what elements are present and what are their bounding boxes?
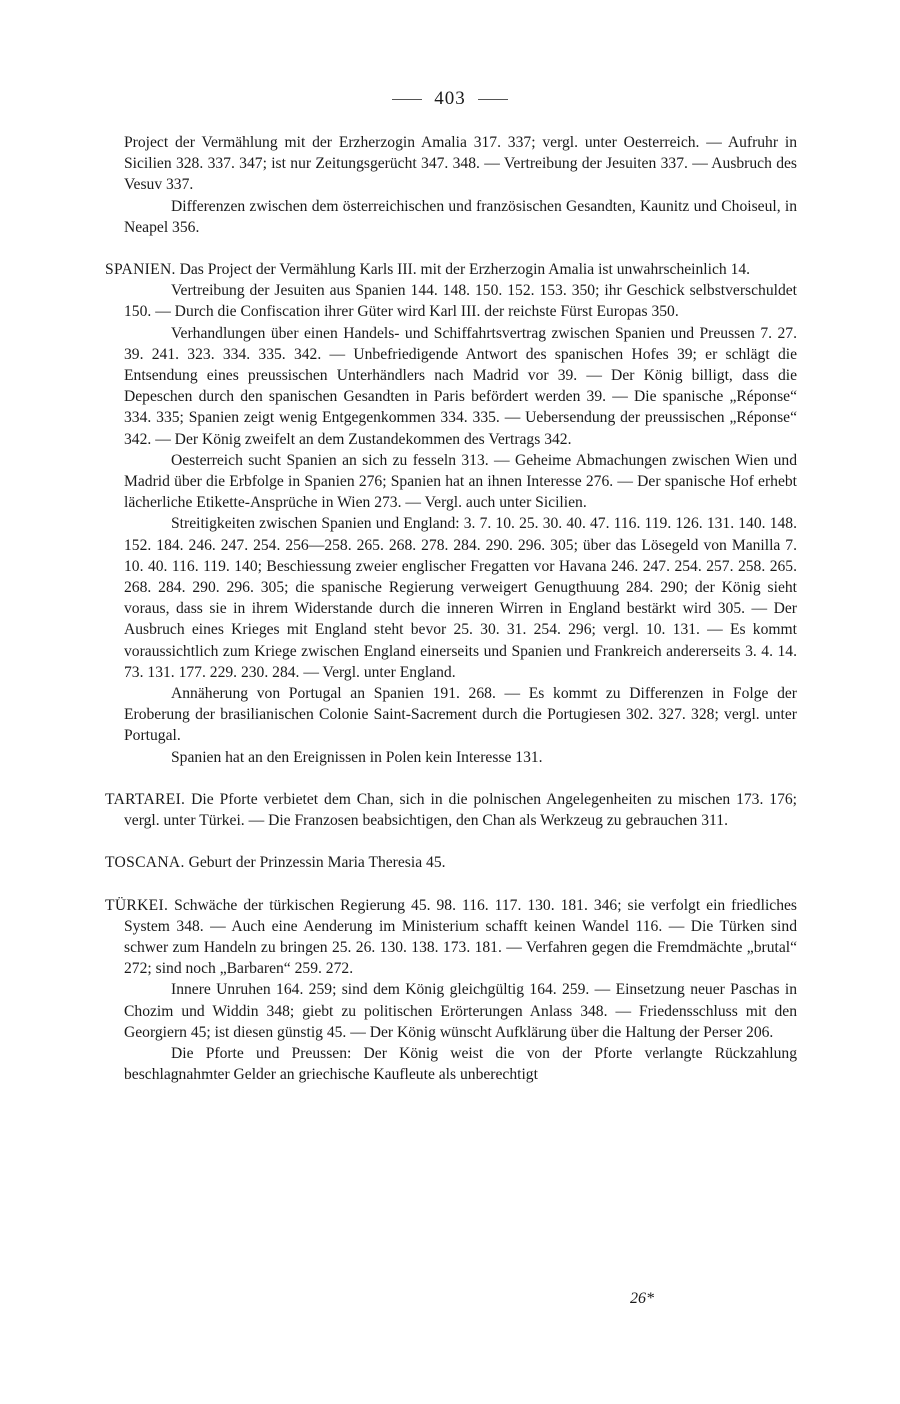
index-entry-toscana: [105, 852, 797, 873]
entry-separator: [105, 874, 797, 895]
entry-paragraph: Oesterreich sucht Spanien an sich zu fesseln 313. — Geheime Abmachungen zwischen Wien und Madrid über die Erbfolge in Spanien 276; Spanien hat an ihnen Interesse 276. — Der spanische Hof erhebt lächerliche Etikette-Ansprüche in Wien 273. — Vergl. auch unter Sicilien.: [124, 451, 797, 512]
index-entry-spanien: [105, 259, 797, 768]
index-entry-tuerkei: [105, 895, 797, 1086]
continuation-paragraph: Differenzen zwischen dem österreichischen und französischen Gesandten, Kaunitz und Choiseul, in Neapel 356.: [124, 197, 797, 236]
entry-headword: TÜRKEI.: [105, 896, 169, 914]
header-rule-left: [392, 99, 422, 100]
entry-lead-text: Geburt der Prinzessin Maria Theresia 45.: [188, 854, 446, 872]
entry-paragraph: Die Pforte und Preussen: Der König weist die von der Pforte verlangte Rückzahlung beschlagnahmter Gelder an griechische Kaufleute als unberechtigt: [124, 1044, 797, 1084]
entry-head-paragraph: [105, 789, 797, 831]
index-text-column: [105, 132, 797, 1085]
entry-paragraph: Vertreibung der Jesuiten aus Spanien 144. 148. 150. 152. 153. 350; ihr Geschick selbstverschuldet 150. — Durch die Confiscation ihrer Güter wird Karl III. der reichste Fürst Europas 350.: [124, 282, 797, 321]
entry-paragraph: Streitigkeiten zwischen Spanien und England: 3. 7. 10. 25. 30. 40. 47. 116. 119. 126. 131. 140. 148. 152. 184. 246. 247. 254. 256—258. 265. 268. 278. 284. 290. 296. 305; über das Lösegeld von Manilla 7. 10. 40. 116. 119. 140; Beschiessung zweier englischer Fregatten vor Havana 246. 247. 254. 257. 258. 265. 268. 284. 290. 296. 305; die spanische Regierung verweigert Genugthuung 284. 290; der König sieht voraus, dass sie in ihrem Widerstande durch die inneren Wirren in England bestärkt wird 305. — Der Ausbruch eines Krieges mit England steht bevor 25. 30. 31. 254. 296; vergl. 10. 131. — Es kommt voraussichtlich zum Kriege zwischen England einerseits und Spanien und Frankreich andererseits 3. 4. 14. 73. 131. 177. 229. 230. 284. — Vergl. unter England.: [124, 515, 797, 681]
continuation-paragraph: Project der Vermählung mit der Erzherzogin Amalia 317. 337; vergl. unter Oesterreich. — Aufruhr in Sicilien 328. 337. 347; ist nur Zeitungsgerücht 347. 348. — Vertreibung der Jesuiten 337. — Ausbruch des Vesuv 337.: [124, 134, 797, 194]
entry-headword: TOSCANA.: [105, 854, 185, 872]
entry-headword: TARTAREI.: [105, 790, 186, 808]
entry-lead-text: Die Pforte verbietet dem Chan, sich in die polnischen Angelegenheiten zu mischen 173. 176; vergl. unter Türkei. — Die Franzosen beabsichtigen, den Chan als Werkzeug zu gebrauchen 311.: [124, 790, 797, 830]
entry-separator: [105, 831, 797, 852]
entry-paragraph: Spanien hat an den Ereignissen in Polen kein Interesse 131.: [171, 748, 543, 766]
index-entry-tartarei: [105, 789, 797, 831]
page-number: 403: [434, 88, 466, 109]
printer-signature-mark: 26*: [630, 1290, 654, 1307]
page-header: [0, 88, 900, 110]
entry-lead-text: Schwäche der türkischen Regierung 45. 98. 116. 117. 130. 181. 346; sie verfolgt ein friedliches System 348. — Auch eine Aenderung im Ministerium schafft keinen Wandel 116. — Die Türken sind schwer zum Handeln zu bringen 25. 26. 130. 138. 173. 181. — Verfahren gegen die Fremdmächte „brutal“ 272; sind noch „Barbaren“ 259. 272.: [124, 896, 797, 978]
entry-paragraph: Annäherung von Portugal an Spanien 191. 268. — Es kommt zu Differenzen in Folge der Eroberung der brasilianischen Colonie Saint-Sacrement durch die Portugiesen 302. 327. 328; vergl. unter Portugal.: [124, 685, 797, 745]
entry-head-paragraph: [105, 852, 797, 873]
entry-separator: [105, 238, 797, 259]
entry-separator: [105, 768, 797, 789]
entry-paragraph: Innere Unruhen 164. 259; sind dem König gleichgültig 164. 259. — Einsetzung neuer Paschas in Chozim und Widdin 348; giebt zu politischen Erörterungen Anlass 348. — Friedensschluss mit den Georgiern 45; ist diesen günstig 45. — Der König wünscht Aufklärung über die Haltung der Perser 206.: [124, 981, 797, 1041]
entry-lead-text: Das Project der Vermählung Karls III. mit der Erzherzogin Amalia ist unwahrscheinlich 14.: [179, 261, 751, 279]
entry-headword: SPANIEN.: [105, 261, 176, 279]
entry-head-paragraph: [105, 895, 797, 980]
header-rule-right: [478, 99, 508, 100]
entry-paragraph: Verhandlungen über einen Handels- und Schiffahrtsvertrag zwischen Spanien und Preussen 7. 27. 39. 241. 323. 334. 335. 342. — Unbefriedigende Antwort des spanischen Hofes 39; er schlägt die Entsendung eines preussischen Unterhändlers nach Madrid vor 39. — Der König billigt, dass die Depeschen durch den spanischen Gesandten in Paris befördert werden 39. — Die spanische „Réponse“ 334. 335; Spanien zeigt wenig Entgegenkommen 334. 335. — Uebersendung der preussischen „Réponse“ 342. — Der König zweifelt an dem Zustandekommen des Vertrags 342.: [124, 324, 797, 448]
entry-head-paragraph: [105, 259, 797, 280]
